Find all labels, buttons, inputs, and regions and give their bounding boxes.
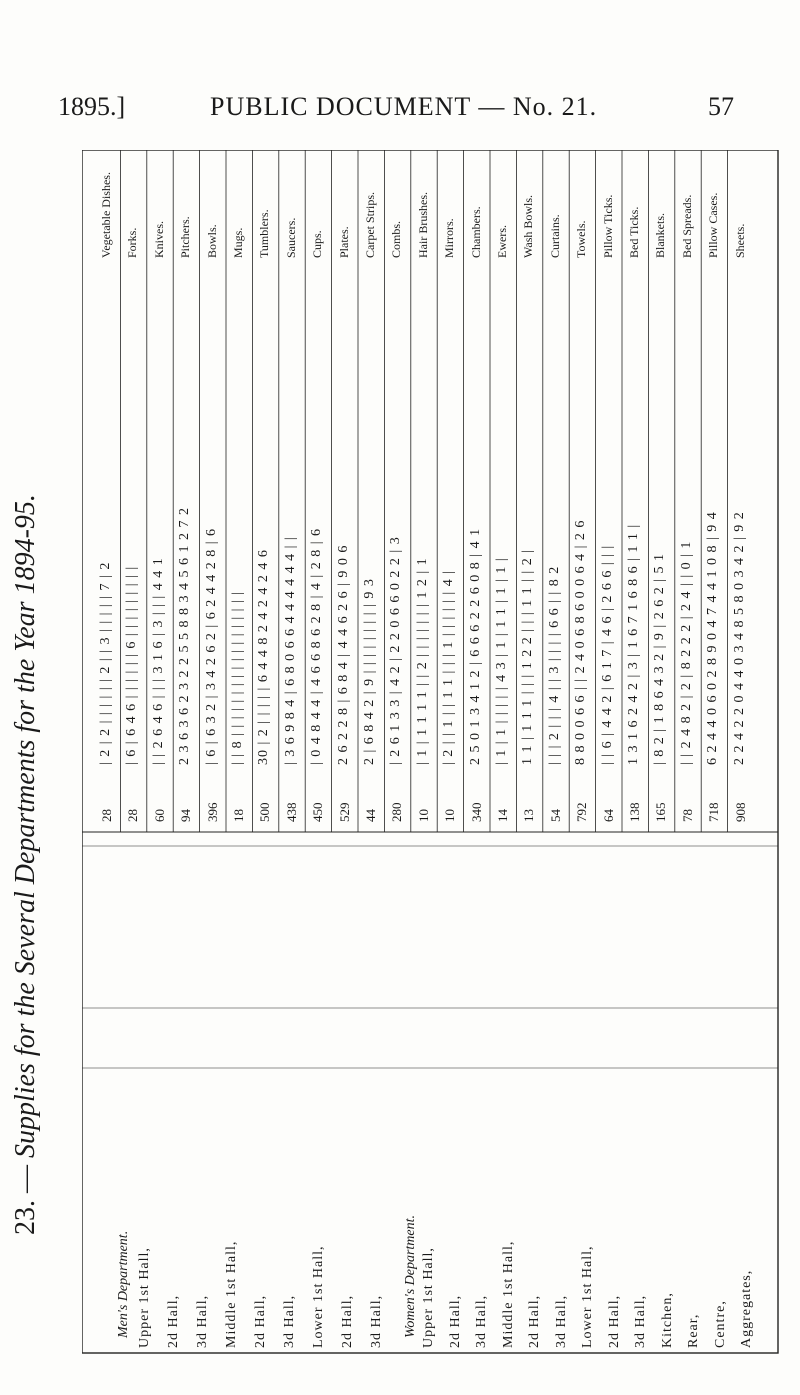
column-header: Bed Spreads. — [679, 194, 694, 258]
column-header: Combs. — [389, 220, 404, 258]
column-header: Forks. — [125, 227, 140, 258]
column-values: | 0 4 8 4 4 | 4 6 6 8 6 2 8 | 4 | 2 8 | 6 — [309, 527, 325, 765]
row-label: Middle 1st Hall, — [224, 1240, 239, 1348]
row-label: Upper 1st Hall, — [137, 1247, 152, 1348]
row-label: 2d Hall, — [606, 1294, 622, 1348]
column-values: 2 | 6 8 4 2 | 9 | | | | | | | | | 9 3 — [362, 578, 377, 765]
row-label: Lower 1st Hall, — [311, 1245, 326, 1348]
column-header: Vegetable Dishes. — [99, 172, 113, 258]
column-header: Pitchers. — [178, 216, 193, 258]
table-title — [10, 235, 42, 1235]
column-header: Ewers. — [495, 225, 509, 258]
column-values: 2 6 2 2 8 | 6 8 4 | 4 4 6 2 6 | 9 0 6 — [335, 544, 351, 765]
women-section-header: Women's Department. — [403, 1214, 418, 1338]
column-values: | 2 6 1 3 3 | 4 2 | 2 2 0 6 6 0 2 2 | 3 — [388, 536, 404, 765]
row-label: Rear, — [686, 1313, 701, 1348]
column-values: 2 3 6 3 6 2 3 2 2 5 5 8 8 3 4 5 6 1 2 7 2 — [177, 507, 193, 765]
column-total: 340 — [468, 802, 484, 822]
men-section-header: Men's Department. — [116, 1230, 131, 1338]
row-label: 2d Hall, — [166, 1294, 181, 1348]
header-title: PUBLIC DOCUMENT — No. 21. — [210, 92, 598, 121]
column-total: 94 — [178, 809, 194, 822]
page-number: 57 — [708, 92, 734, 121]
column-total: 908 — [732, 802, 748, 822]
table-number: 23. — — [10, 1165, 41, 1235]
column-total: 792 — [574, 802, 590, 822]
column-header: Blankets. — [653, 213, 668, 258]
column-values: | 6 | 6 4 6 | | | | | | 6 | | | | | | | | | — [124, 565, 140, 765]
column-total: 60 — [151, 809, 167, 822]
column-total: 13 — [521, 809, 537, 822]
column-header: Mirrors. — [442, 218, 457, 258]
column-total: 28 — [99, 809, 114, 822]
column-header: Carpet Strips. — [363, 192, 377, 258]
column-values: | 2 | 2 | | | | | | 2 | | 3 | | | | | 7 | 2 — [98, 561, 113, 765]
column-values: 8 8 0 0 6 6 | | 2 4 0 6 8 6 0 0 6 4 | 2 6 — [573, 519, 589, 765]
column-values: | 2 | | 1 | | 1 1 | | | 1 | | | | | | 4 | — [441, 569, 457, 765]
column-values: 1 3 1 6 2 4 2 | 3 | 1 6 7 1 6 8 6 | 1 1 | — [626, 523, 641, 765]
column-total: 529 — [336, 802, 352, 822]
column-header: Sheets. — [732, 223, 747, 258]
column-header: Bed Ticks. — [627, 206, 641, 258]
column-header: Knives. — [151, 221, 166, 258]
column-values: | | 2 6 4 6 | | | 3 1 6 | 3 | | | 4 4 1 — [150, 557, 166, 765]
column-values: | 6 | 6 3 2 | 3 4 2 6 2 | 6 2 4 4 2 8 | 6 — [203, 527, 219, 765]
column-total: 280 — [389, 802, 405, 822]
row-label: Aggregates, — [739, 1269, 754, 1348]
column-values: | | 2 4 8 2 | 2 | 8 2 2 2 | 2 4 | | 0 | 1 — [678, 540, 694, 765]
column-total: 54 — [547, 809, 563, 822]
column-header: Plates. — [336, 226, 351, 258]
row-label: 3d Hall, — [553, 1294, 569, 1348]
column-values: 6 2 4 4 0 6 0 2 8 9 0 4 7 4 4 1 0 8 | 9 4 — [705, 511, 721, 765]
column-values: 1 1 | 1 1 1 | | | 1 2 2 | | | 1 1 | | 2 | — [520, 548, 536, 765]
row-label: 2d Hall, — [340, 1294, 355, 1348]
column-values: | 3 6 9 8 4 | 6 8 0 6 6 4 4 4 4 4 4 | | — [282, 536, 298, 765]
column-header: Tumblers. — [257, 209, 272, 258]
column-total: 396 — [204, 802, 220, 822]
row-label: 3d Hall, — [633, 1294, 648, 1348]
row-label: Centre, — [712, 1300, 728, 1348]
page-header — [0, 92, 800, 132]
row-label: Kitchen, — [659, 1292, 675, 1348]
column-values: 2 5 0 1 3 4 1 2 | 6 6 6 2 2 6 0 8 | 4 1 — [467, 527, 483, 765]
column-values: 30 | 2 | | | | | 6 4 4 8 2 4 2 4 2 4 6 — [256, 549, 272, 765]
column-header: Wash Bowls. — [521, 194, 536, 258]
column-header: Hair Brushes. — [415, 192, 430, 258]
column-values: | | 8 | | | | | | | | | | | | | | | | | | — [230, 590, 245, 765]
column-total: 500 — [257, 802, 273, 822]
column-total: 138 — [627, 802, 642, 822]
supplies-table — [82, 150, 782, 1355]
row-label: 3d Hall, — [195, 1294, 210, 1348]
column-values: | | 6 | 4 4 2 | 6 1 7 | 4 6 | 2 6 6 | | | — [599, 544, 615, 765]
column-values: | 1 | 1 | | | | | 4 3 | 1 | 1 1 | 1 | 1 | — [494, 557, 509, 765]
row-label: Upper 1st Hall, — [421, 1247, 436, 1348]
column-header: Towels. — [574, 220, 589, 258]
column-total: 438 — [283, 802, 299, 822]
column-header: Cups. — [310, 230, 325, 258]
row-label: Lower 1st Hall, — [580, 1245, 595, 1348]
column-header: Pillow Cases. — [706, 192, 721, 258]
column-total: 64 — [600, 809, 616, 822]
column-total: 10 — [442, 809, 458, 822]
column-total: 18 — [231, 809, 246, 822]
column-values: | | | 2 | | | 4 | | 3 | | | | 6 6 | | 8 2 — [546, 565, 562, 765]
column-total: 450 — [310, 802, 326, 822]
row-label: 2d Hall, — [253, 1294, 268, 1348]
column-total: 718 — [706, 802, 722, 822]
column-header: Pillow Ticks. — [600, 194, 615, 258]
row-label: 3d Hall, — [474, 1294, 489, 1348]
column-total: 78 — [679, 809, 695, 822]
column-total: 165 — [653, 802, 669, 822]
row-label: 3d Hall, — [369, 1294, 384, 1348]
column-total: 28 — [125, 809, 141, 822]
column-header: Bowls. — [204, 224, 219, 258]
column-header: Mugs. — [231, 227, 245, 258]
column-total: 44 — [363, 809, 378, 822]
header-year: 1895.] — [58, 92, 126, 121]
column-header: Curtains. — [547, 214, 562, 258]
row-label: 2d Hall, — [447, 1294, 463, 1348]
column-header: Saucers. — [283, 217, 298, 258]
column-values: 2 2 4 2 2 0 4 4 0 3 4 8 5 8 0 3 4 2 | 9 2 — [731, 511, 747, 765]
row-label: 3d Hall, — [282, 1294, 297, 1348]
column-header: Chambers. — [468, 206, 483, 258]
table-title-text: Supplies for the Several Departments for the Year 1894-95. — [10, 494, 41, 1158]
row-label: 2d Hall, — [527, 1294, 542, 1348]
row-label: Middle 1st Hall, — [500, 1240, 516, 1348]
column-total: 10 — [415, 809, 431, 822]
column-values: | 1 | 1 1 1 1 | | 2 | | | | | | | 1 2 | 1 — [414, 557, 430, 765]
column-values: | 8 2 | 1 8 6 4 3 2 | 9 | 2 6 2 | 5 1 — [652, 552, 668, 765]
column-total: 14 — [495, 809, 510, 822]
